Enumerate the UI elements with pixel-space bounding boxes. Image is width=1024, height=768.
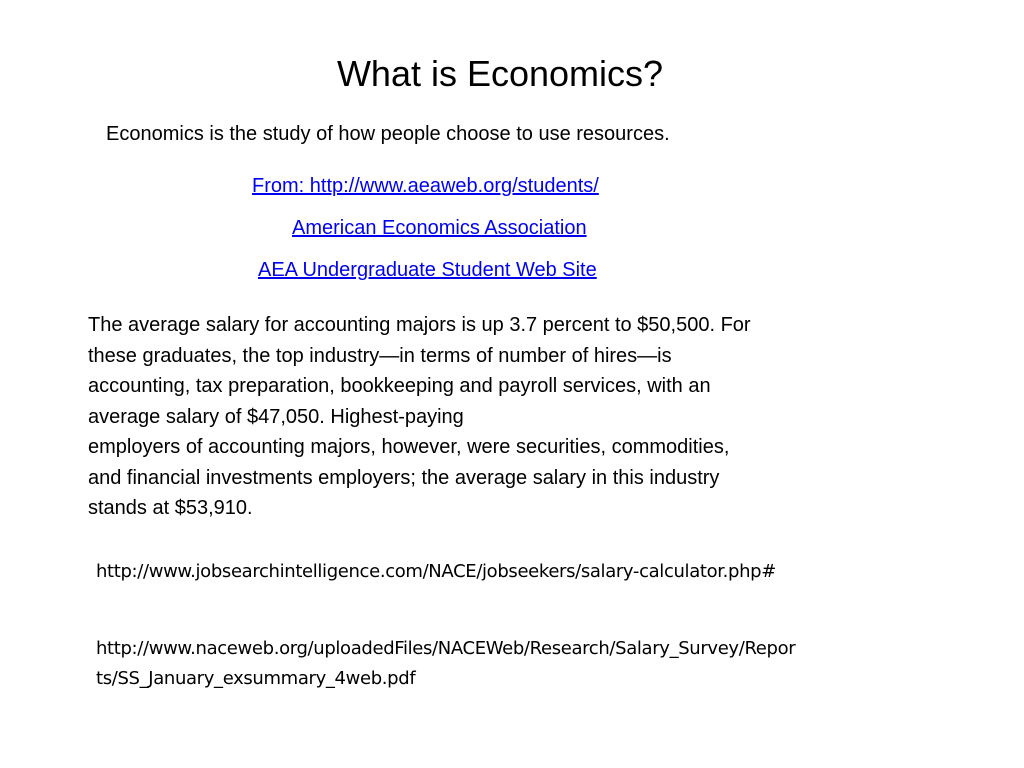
naceweb-source-url-line-1: http://www.naceweb.org/uploadedFiles/NACEWeb/Research/Salary_Survey/Repor — [96, 638, 796, 659]
paragraph-line: average salary of $47,050. Highest-paying — [88, 405, 464, 428]
paragraph-line: The average salary for accounting majors is up 3.7 percent to $50,500. For — [88, 314, 751, 336]
american-economics-association-link[interactable]: American Economics Association — [292, 217, 587, 239]
paragraph-line: accounting, tax preparation, bookkeeping and payroll services, with an — [88, 375, 711, 397]
naceweb-source-url-line-2: ts/SS_January_exsummary_4web.pdf — [96, 668, 416, 689]
slide-title: What is Economics? — [336, 53, 664, 94]
salary-paragraph — [88, 310, 968, 524]
paragraph-line: employers of accounting majors, however, were securities, commodities, — [88, 436, 730, 458]
jobsearch-source-url: http://www.jobsearchintelligence.com/NACE/jobseekers/salary-calculator.php# — [96, 561, 776, 582]
paragraph-line: these graduates, the top industry—in terms of number of hires—is — [88, 344, 672, 367]
economics-definition: Economics is the study of how people choose to use resources. — [106, 123, 670, 145]
paragraph-line: and financial investments employers; the average salary in this industry — [88, 466, 720, 489]
aeaweb-students-link[interactable]: From: http://www.aeaweb.org/students/ — [252, 175, 599, 197]
paragraph-line: stands at $53,910. — [88, 497, 253, 519]
aea-undergraduate-site-link[interactable]: AEA Undergraduate Student Web Site — [258, 259, 597, 281]
